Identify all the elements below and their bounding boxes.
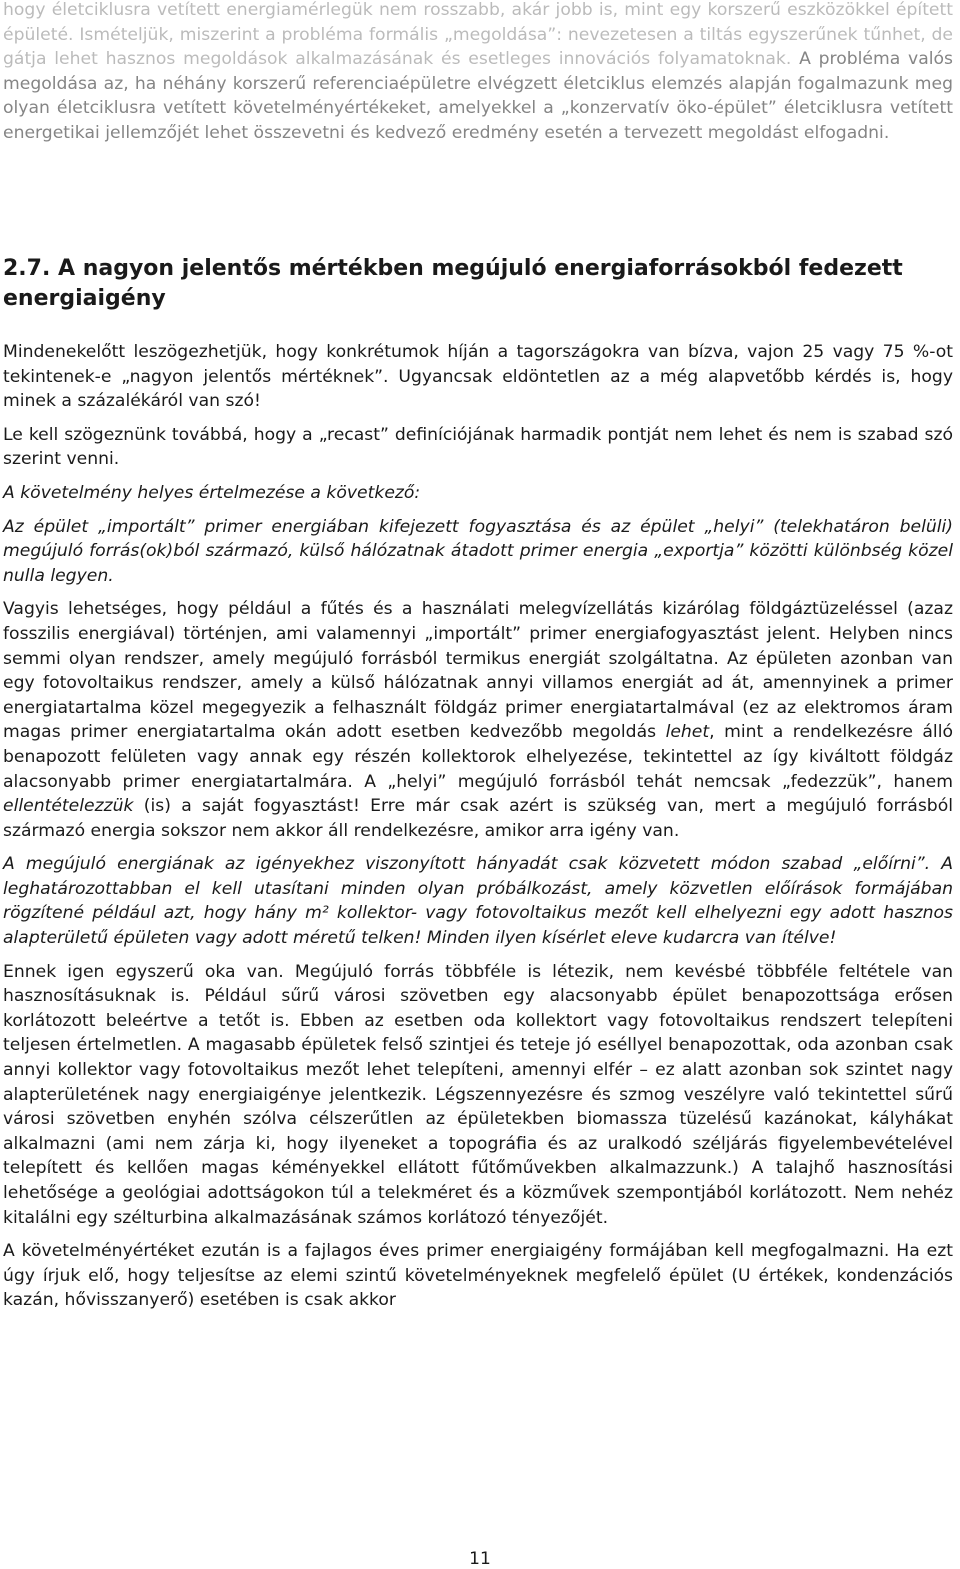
- section-number: 2.7.: [3, 256, 51, 281]
- paragraph-5-part-a: Vagyis lehetséges, hogy például a fűtés és a használati melegvízellátás kizárólag földgáztüzeléssel (azaz fosszilis energiával) történjen, ami valamennyi „importált” primer energiafogyasztást jelent. Helyben nincs semmi olyan rendszer, amely megújuló forrásból termikus energiát szolgáltatna. Az épületen azonban van egy fotovoltaikus rendszer, amely a külső hálózatnak annyi villamos energiát ad át, amennyinek a primer energiatartalma közel megegyezik a felhasznált földgáz primer energiatartalmával (ez az elektromos áram magas primer energiatartalma okán adott esetben kedvezőbb megoldás: [3, 599, 953, 743]
- paragraph-5-part-b: , mint a rendelkezésre álló benapozott felületen vagy annak egy részén kollektorok elhelyezése, tekintettel az így kiváltott földgáz alacsonyabb primer energiatartalmára. A „helyi” megújuló forrásból tehát nemcsak „fedezzük”, hanem: [3, 722, 953, 792]
- paragraph-5-ellentetelezzuk: ellentételezzük: [3, 796, 134, 817]
- paragraph-3-text: A követelmény helyes értelmezése a következő:: [3, 482, 421, 503]
- paragraph-6-text: A megújuló energiának az igényekhez viszonyított hányadát csak közvetett módon szabad „előírni”. A leghatározottabban el kell utasítani minden olyan próbálkozást, amely közvetlen előírások formájában rögzítené például azt, hogy hány m² kollektor- vagy fotovoltaikus mezőt kell elhelyezni egy adott hasznos alapterületű épületen vagy adott méretű telken! Minden ilyen kísérlet eleve kudarcra van ítélve!: [3, 854, 953, 949]
- paragraph-1: Mindenekelőtt leszögezhetjük, hogy konkrétumok híján a tagországokra van bízva, vajon 25 vagy 75 %-ot tekintenek-e „nagyon jelentős mértéknek”. Ugyancsak eldöntetlen az a még alapvetőbb kérdés is, hogy minek a százalékáról van szó!: [3, 342, 953, 412]
- intro-text: [3, 0, 953, 146]
- intro-paragraph: [3, 0, 953, 146]
- paragraph-4-text: Az épület „importált” primer energiában kifejezett fogyasztása és az épület „helyi” (telekhatáron belüli) megújuló forrás(ok)ból származó, külső hálózatnak átadott primer energia „exportja” közötti különbség közel nulla legyen.: [3, 516, 953, 586]
- paragraph-4: [3, 515, 953, 589]
- paragraph-2: Le kell szögeznünk továbbá, hogy a „recast” definíciójának harmadik pontját nem lehet és nem is szabad szó szerint venni.: [3, 424, 953, 470]
- section-body: [3, 340, 953, 1322]
- paragraph-8: A követelményértéket ezután is a fajlagos éves primer energiaigény formájában kell megfogalmazni. Ha ezt úgy írjuk elő, hogy teljesítse az elemi szintű követelményeknek megfelelő épület (U értékek, kondenzációs kazán, hővisszanyerő) esetében is csak akkor: [3, 1241, 953, 1311]
- intro-faded-text: hogy életciklusra vetített energiamérlegük nem rosszabb, akár jobb is, mint egy korszerű eszközökkel épített épületé. Ismételjük, miszerint a probléma formális „megoldása”: nevezetesen a tiltás egyszerűnek tűnhet, de gátja lehet hasznos megoldások alkalmazásának és esetleges innovációs folyamatoknak.: [3, 0, 953, 70]
- page-number: 11: [469, 1549, 491, 1569]
- paragraph-5: [3, 597, 953, 843]
- paragraph-5-part-c: (is) a saját fogyasztást! Erre már csak azért is szükség van, mert a megújuló forrásból származó energia sokszor nem akkor áll rendelkezésre, amikor arra igény van.: [3, 796, 953, 841]
- paragraph-3: [3, 481, 953, 506]
- paragraph-7: Ennek igen egyszerű oka van. Megújuló forrás többféle is létezik, nem kevésbé többféle feltétele van hasznosításuknak is. Például sűrű városi szövetben egy alacsonyabb épület benapozottsága erősen korlátozott beleértve a tetőt is. Ebben az esetben oda kollektort vagy fotovoltaikus rendszert telepíteni teljesen értelmetlen. A magasabb épületek felső szintjei és teteje jó eséllyel benapozottak, oda azonban csak annyi kollektor vagy fotovoltaikus mezőt lehet telepíteni, amennyi elfér – ez alatt azonban sok szintet nagy alapterületének nagy energiaigénye jelentkezik. Légszennyezésre és szmog veszélyre való tekintettel sűrű városi szövetben enyhén szólva célszerűtlen az épületekben biomassza tüzelésű kazánokat, kályhákat alkalmazni (ami nem zárja ki, hogy ilyeneket a topográfia és az uralkodó széljárás figyelembevételével telepített és kellően magas kéményekkel ellátott fűtőművekben alkalmazzunk.) A talajhő hasznosítási lehetősége a geológiai adottságokon túl a telekméret és a közművek szempontjából korlátozott. Nem nehéz kitalálni egy szélturbina alkalmazásának számos korlátozó tényezőjét.: [3, 961, 953, 1228]
- section-title: A nagyon jelentős mértékben megújuló energiaforrásokból fedezett energiaigény: [3, 256, 903, 311]
- paragraph-5-lehet: lehet: [665, 722, 710, 743]
- paragraph-6: [3, 852, 953, 950]
- section-heading: [3, 254, 953, 314]
- intro-continuation-text: A probléma valós megoldása az, ha néhány korszerű referenciaépületre elvégzett életciklus elemzés alapján fogalmazunk meg olyan életciklusra vetített követelményértékeket, amelyekkel a „konzervatív öko-épület” életciklusra vetített energetikai jellemzőjét lehet összevetni és kedvező eredmény esetén a tervezett megoldást elfogadni.: [3, 49, 953, 143]
